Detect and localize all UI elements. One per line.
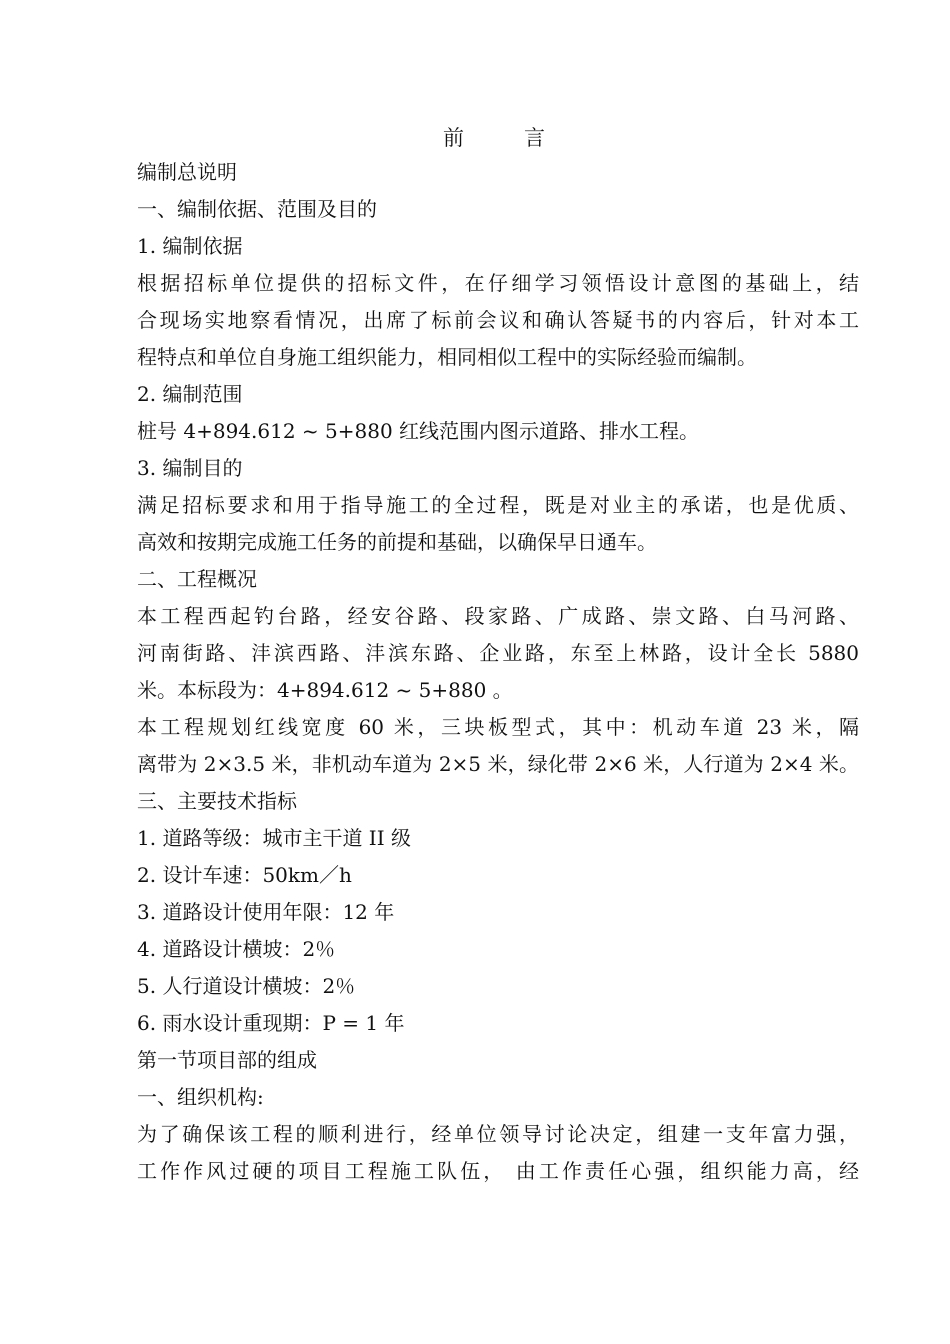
- paragraph-line: 为了确保该工程的顺利进行，经单位领导讨论决定，组建一支年富力强，: [137, 1122, 859, 1146]
- paragraph-line: 河南街路、沣滨西路、沣滨东路、企业路，东至上林路，设计全长 5880: [137, 641, 859, 665]
- paragraph-line: 桩号 4+894.612 ~ 5+880 红线范围内图示道路、排水工程。: [137, 419, 700, 443]
- paragraph-line: 程特点和单位自身施工组织能力，相同相似工程中的实际经验而编制。: [137, 345, 757, 369]
- paragraph-line: 合现场实地察看情况，出席了标前会议和确认答疑书的内容后，针对本工: [137, 308, 859, 332]
- paragraph-line: 工作作风过硬的项目工程施工队伍， 由工作责任心强，组织能力高，经: [137, 1159, 859, 1183]
- list-item: 4. 道路设计横坡：2％: [137, 937, 336, 961]
- list-item: 6. 雨水设计重现期：P = 1 年: [137, 1011, 405, 1035]
- heading-1-basis: 1. 编制依据: [137, 234, 243, 258]
- list-item: 1. 道路等级：城市主干道 II 级: [137, 826, 411, 850]
- paragraph-line: 米。本标段为：4+894.612 ~ 5+880 。: [137, 678, 513, 702]
- paragraph-line: 本工程规划红线宽度 60 米，三块板型式，其中：机动车道 23 米，隔: [137, 715, 859, 739]
- paragraph-line: 高效和按期完成施工任务的前提和基础，以确保早日通车。: [137, 530, 657, 554]
- list-item: 3. 道路设计使用年限：12 年: [137, 900, 395, 924]
- paragraph-line: 根据招标单位提供的招标文件，在仔细学习领悟设计意图的基础上，结: [137, 271, 859, 295]
- heading-section-2: 二、工程概况: [137, 567, 257, 591]
- list-item: 2. 设计车速：50km／h: [137, 863, 352, 887]
- title-char-1: 前: [443, 126, 464, 150]
- paragraph-line: 本工程西起钓台路，经安谷路、段家路、广成路、崇文路、白马河路、: [137, 604, 859, 628]
- list-item: 5. 人行道设计横坡：2％: [137, 974, 356, 998]
- heading-2-scope: 2. 编制范围: [137, 382, 243, 406]
- heading-section-1: 一、编制依据、范围及目的: [137, 197, 377, 221]
- heading-project-department: 第一节项目部的组成: [137, 1048, 317, 1072]
- heading-3-purpose: 3. 编制目的: [137, 456, 243, 480]
- title-char-2: 言: [524, 126, 545, 150]
- heading-compile-overview: 编制总说明: [137, 160, 237, 184]
- paragraph-line: 离带为 2×3.5 米，非机动车道为 2×5 米，绿化带 2×6 米，人行道为 2×4 米。: [137, 752, 859, 776]
- paragraph-line: 满足招标要求和用于指导施工的全过程，既是对业主的承诺，也是优质、: [137, 493, 859, 517]
- page-title: [443, 124, 545, 152]
- heading-section-3: 三、主要技术指标: [137, 789, 297, 813]
- heading-organization: 一、组织机构:: [137, 1085, 264, 1109]
